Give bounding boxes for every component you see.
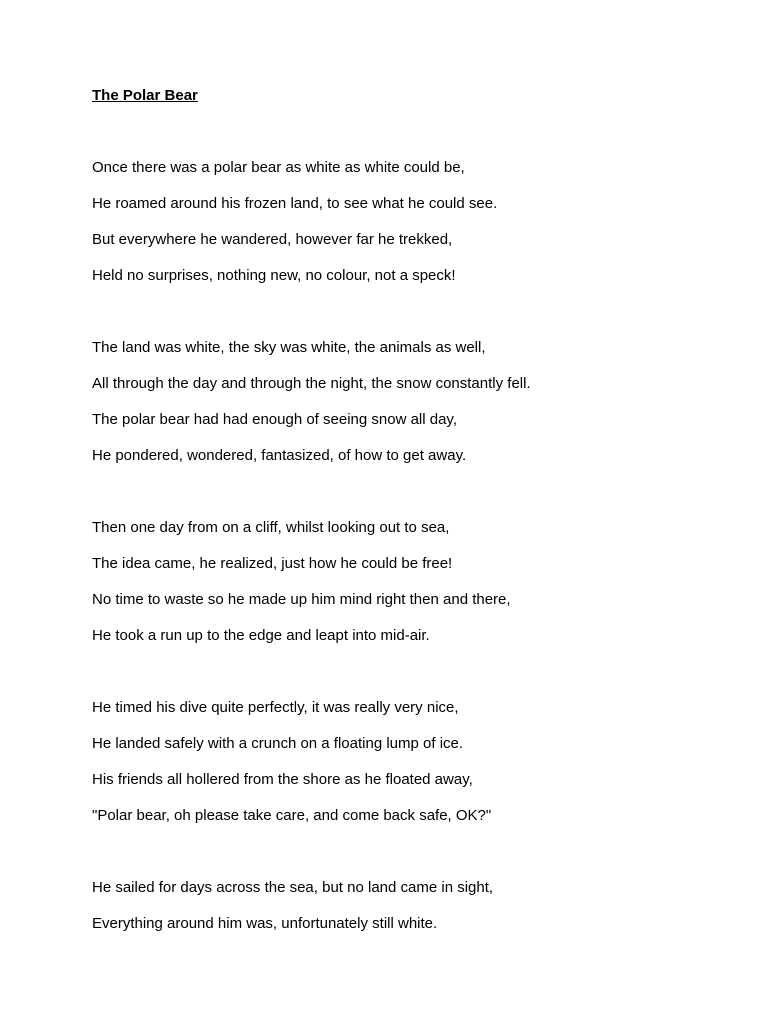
- poem-title: The Polar Bear: [92, 87, 198, 104]
- poem-line: The polar bear had had enough of seeing snow all day,: [92, 411, 457, 428]
- poem-line: He took a run up to the edge and leapt into mid-air.: [92, 627, 430, 644]
- poem-line: "Polar bear, oh please take care, and come back safe, OK?": [92, 807, 492, 824]
- poem-line: His friends all hollered from the shore as he floated away,: [92, 771, 473, 788]
- poem-line: Held no surprises, nothing new, no colour, not a speck!: [92, 267, 456, 284]
- poem-line: Once there was a polar bear as white as white could be,: [92, 159, 465, 176]
- poem-line: He pondered, wondered, fantasized, of how to get away.: [92, 447, 467, 464]
- poem-line: He sailed for days across the sea, but no land came in sight,: [92, 879, 494, 896]
- poem-line: But everywhere he wandered, however far he trekked,: [92, 231, 453, 248]
- poem-line: He roamed around his frozen land, to see what he could see.: [92, 195, 498, 212]
- poem-line: All through the day and through the night, the snow constantly fell.: [92, 375, 531, 392]
- poem-line: Then one day from on a cliff, whilst looking out to sea,: [92, 519, 450, 536]
- poem-line: He timed his dive quite perfectly, it was really very nice,: [92, 699, 459, 716]
- poem-line: Everything around him was, unfortunately still white.: [92, 915, 438, 932]
- poem-line: The land was white, the sky was white, the animals as well,: [92, 339, 486, 356]
- poem-line: No time to waste so he made up him mind right then and there,: [92, 591, 511, 608]
- poem-line: He landed safely with a crunch on a floating lump of ice.: [92, 735, 464, 752]
- poem-line: The idea came, he realized, just how he could be free!: [92, 555, 453, 572]
